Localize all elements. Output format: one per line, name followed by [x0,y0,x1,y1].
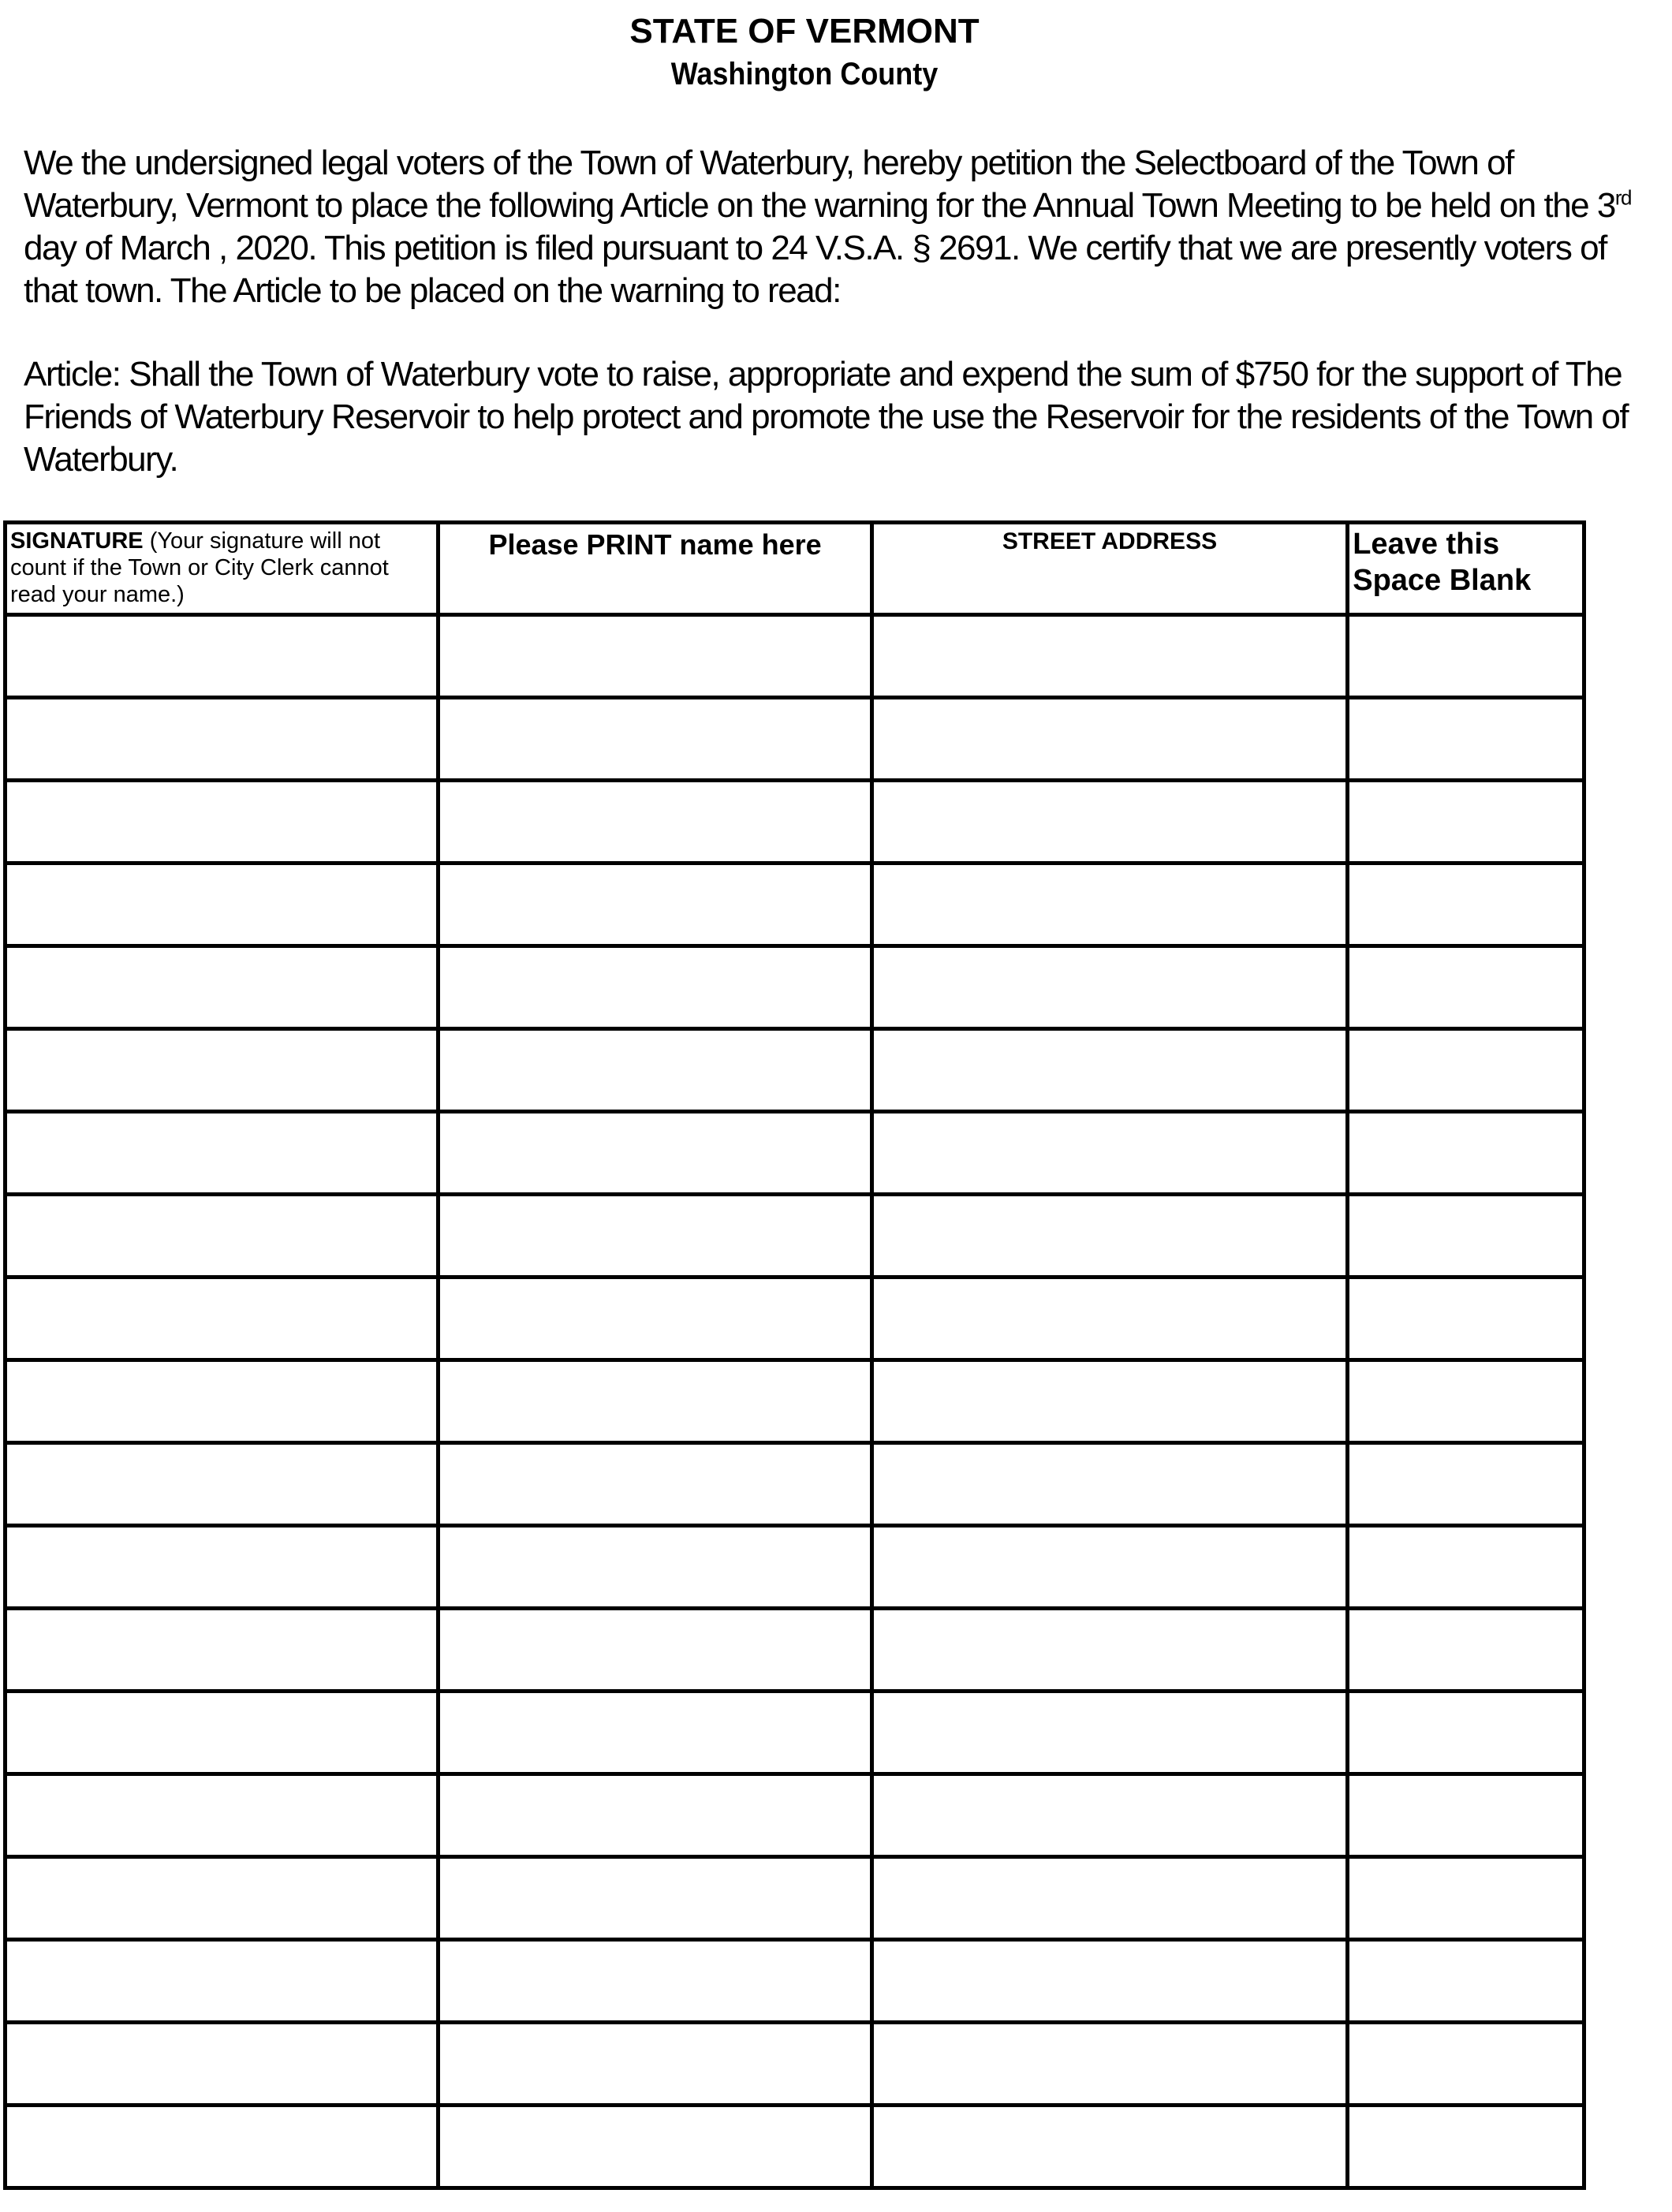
street-address-cell[interactable] [871,1360,1348,1443]
signature-header-label: SIGNATURE [10,528,144,554]
print-name-cell[interactable] [439,946,871,1029]
signature-cell[interactable] [6,781,439,864]
print-name-cell[interactable] [439,698,871,781]
print-name-cell[interactable] [439,864,871,946]
table-row [6,1857,1584,1940]
print-name-cell[interactable] [439,1360,871,1443]
signature-table [3,520,1586,2190]
signature-cell[interactable] [6,1692,439,1774]
signature-cell[interactable] [6,1443,439,1526]
leave-blank-cell [1348,1278,1584,1360]
signature-header-note: (Your signature will not count if the Town or City Clerk cannot read your name.) [10,528,389,607]
signature-cell[interactable] [6,1278,439,1360]
signature-cell[interactable] [6,864,439,946]
table-row [6,864,1584,946]
leave-blank-cell [1348,1940,1584,2023]
leave-blank-cell [1348,1526,1584,1609]
street-address-column-header: STREET ADDRESS [871,523,1348,615]
county-subtitle: Washington County [670,57,939,91]
leave-blank-cell [1348,1609,1584,1692]
street-address-cell[interactable] [871,615,1348,698]
print-name-cell[interactable] [439,1609,871,1692]
street-address-cell[interactable] [871,1940,1348,2023]
signature-cell[interactable] [6,2106,439,2188]
leave-blank-cell [1348,1857,1584,1940]
leave-blank-cell [1348,1360,1584,1443]
ordinal-suffix: rd [1614,185,1631,210]
street-address-cell[interactable] [871,1857,1348,1940]
street-address-cell[interactable] [871,781,1348,864]
print-name-cell[interactable] [439,1692,871,1774]
table-row [6,1112,1584,1195]
leave-blank-cell [1348,1112,1584,1195]
leave-blank-cell [1348,781,1584,864]
print-name-cell[interactable] [439,1029,871,1112]
street-address-cell[interactable] [871,2106,1348,2188]
table-row [6,1029,1584,1112]
signature-cell[interactable] [6,1609,439,1692]
print-name-cell[interactable] [439,1857,871,1940]
street-address-cell[interactable] [871,1609,1348,1692]
table-header-row [6,523,1584,615]
leave-blank-column-header: Leave this Space Blank [1348,523,1584,615]
print-name-cell[interactable] [439,1278,871,1360]
table-row [6,2106,1584,2188]
print-name-cell[interactable] [439,781,871,864]
page-title: STATE OF VERMONT [629,12,980,50]
table-row [6,615,1584,698]
table-row [6,698,1584,781]
signature-cell[interactable] [6,698,439,781]
signature-cell[interactable] [6,1774,439,1857]
print-name-cell[interactable] [439,2106,871,2188]
leave-blank-cell [1348,2106,1584,2188]
signature-cell[interactable] [6,1857,439,1940]
print-name-cell[interactable] [439,1774,871,1857]
signature-cell[interactable] [6,946,439,1029]
leave-blank-cell [1348,1029,1584,1112]
signature-cell[interactable] [6,615,439,698]
print-name-column-header: Please PRINT name here [439,523,871,615]
leave-blank-cell [1348,864,1584,946]
table-row [6,1443,1584,1526]
article-paragraph: Article: Shall the Town of Waterbury vote to raise, appropriate and expend the sum of $750 for the support of The Friends of Waterbury Reservoir to help protect and promote the use the Reservoir for the residents of the Town of Waterbury. [24,355,1629,479]
print-name-cell[interactable] [439,1195,871,1278]
intro-text-end: day of March , 2020. This petition is filed pursuant to 24 V.S.A. § 2691. We certify that we are presently voters of that town. The Article to be placed on the warning to read: [24,229,1607,310]
table-row [6,1609,1584,1692]
print-name-cell[interactable] [439,1112,871,1195]
leave-blank-cell [1348,1443,1584,1526]
leave-blank-cell [1348,1692,1584,1774]
print-name-cell[interactable] [439,2023,871,2106]
print-name-cell[interactable] [439,1443,871,1526]
street-address-cell[interactable] [871,1443,1348,1526]
signature-cell[interactable] [6,2023,439,2106]
print-name-cell[interactable] [439,1940,871,2023]
table-row [6,1360,1584,1443]
table-row [6,781,1584,864]
table-row [6,2023,1584,2106]
leave-blank-cell [1348,615,1584,698]
table-row [6,1278,1584,1360]
leave-blank-cell [1348,946,1584,1029]
street-address-cell[interactable] [871,2023,1348,2106]
signature-column-header [6,523,439,615]
signature-cell[interactable] [6,1029,439,1112]
signature-cell[interactable] [6,1112,439,1195]
table-row [6,1774,1584,1857]
signature-cell[interactable] [6,1195,439,1278]
street-address-cell[interactable] [871,1278,1348,1360]
street-address-cell[interactable] [871,946,1348,1029]
signature-cell[interactable] [6,1360,439,1443]
table-row [6,1195,1584,1278]
street-address-cell[interactable] [871,698,1348,781]
petition-intro-paragraph [24,142,1633,312]
street-address-cell[interactable] [871,1112,1348,1195]
leave-blank-cell [1348,698,1584,781]
print-name-cell[interactable] [439,615,871,698]
street-address-cell[interactable] [871,1526,1348,1609]
print-name-cell[interactable] [439,1526,871,1609]
leave-blank-cell [1348,1774,1584,1857]
street-address-cell[interactable] [871,864,1348,946]
street-address-cell[interactable] [871,1195,1348,1278]
table-row [6,1940,1584,2023]
table-row [6,1526,1584,1609]
street-address-cell[interactable] [871,1774,1348,1857]
street-address-cell[interactable] [871,1692,1348,1774]
signature-cell[interactable] [6,1526,439,1609]
table-row [6,946,1584,1029]
table-row [6,1692,1584,1774]
leave-blank-cell [1348,1195,1584,1278]
leave-blank-cell [1348,2023,1584,2106]
intro-text-start: We the undersigned legal voters of the Town of Waterbury, hereby petition the Selectboard of the Town of Waterbury, Vermont to place the following Article on the warning for the Annual Town Meeting to be held on the 3 [24,144,1615,225]
signature-cell[interactable] [6,1940,439,2023]
street-address-cell[interactable] [871,1029,1348,1112]
